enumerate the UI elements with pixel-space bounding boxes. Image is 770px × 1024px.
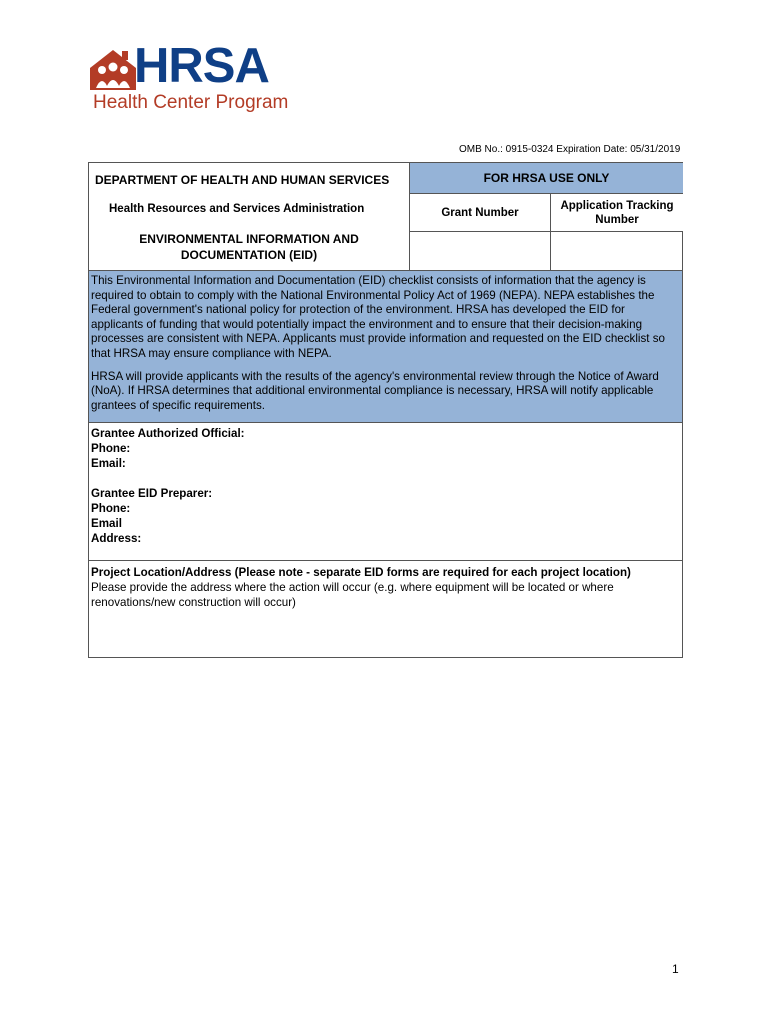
form-title-line2: DOCUMENTATION (EID) bbox=[180, 248, 318, 262]
grant-number-label: Grant Number bbox=[409, 194, 550, 232]
page-number: 1 bbox=[672, 962, 679, 976]
official-phone-label[interactable]: Phone: bbox=[91, 442, 131, 455]
header-block bbox=[89, 163, 409, 270]
form-title bbox=[89, 231, 409, 263]
hrsa-logo bbox=[88, 39, 328, 116]
omb-number: OMB No.: 0915-0324 Expiration Date: 05/31/2019 bbox=[459, 144, 681, 155]
project-location-section[interactable] bbox=[91, 565, 683, 610]
section-divider bbox=[89, 560, 682, 561]
official-label[interactable]: Grantee Authorized Official: bbox=[91, 427, 245, 440]
eid-form bbox=[88, 162, 683, 658]
tracking-number-field[interactable] bbox=[550, 232, 683, 270]
project-location-instructions: Please provide the address where the action will occur (e.g. where equipment will be located or where renovations/new construction will occur) bbox=[91, 581, 614, 609]
house-family-icon bbox=[88, 48, 138, 90]
form-title-line1: ENVIRONMENTAL INFORMATION AND bbox=[139, 232, 359, 246]
hrsa-wordmark: HRSA bbox=[134, 39, 269, 93]
tracking-label-line1: Application Tracking bbox=[560, 199, 674, 212]
tracking-number-label bbox=[550, 194, 683, 232]
preparer-phone-label[interactable]: Phone: bbox=[91, 502, 131, 515]
preparer-email-label[interactable]: Email bbox=[91, 517, 122, 530]
program-name: Health Center Program bbox=[93, 92, 289, 113]
grant-number-field[interactable] bbox=[409, 232, 550, 270]
department-name: DEPARTMENT OF HEALTH AND HUMAN SERVICES bbox=[95, 173, 390, 187]
project-location-title: Project Location/Address (Please note - separate EID forms are required for each project location) bbox=[91, 566, 631, 579]
contact-section bbox=[91, 426, 245, 546]
preparer-address-label[interactable]: Address: bbox=[91, 532, 142, 545]
hrsa-use-only-header: FOR HRSA USE ONLY bbox=[409, 163, 683, 194]
official-email-label[interactable]: Email: bbox=[91, 457, 126, 470]
preparer-label[interactable]: Grantee EID Preparer: bbox=[91, 487, 213, 500]
intro-paragraph-1: This Environmental Information and Documentation (EID) checklist consists of information that the agency is required to obtain to comply with the National Environmental Policy Act of 1969 (NEPA). NEPA establishes the Federal government's national policy for protection of the environment. HRSA has developed the EID for applicants of funding that would potentially impact the environment and to ensure that their decision-making processes are consistent with NEPA. Applicants must provide information and requested on the EID checklist so that HRSA may ensure compliance with NEPA. bbox=[91, 274, 665, 360]
agency-name: Health Resources and Services Administration bbox=[109, 203, 365, 215]
tracking-label-line2: Number bbox=[595, 213, 639, 226]
intro-section bbox=[89, 270, 682, 423]
intro-paragraph-2: HRSA will provide applicants with the results of the agency's environmental review through the Notice of Award (NoA). If HRSA determines that additional environmental compliance is necessary, HRSA will notify applicable grantees of specific requirements. bbox=[91, 369, 659, 412]
